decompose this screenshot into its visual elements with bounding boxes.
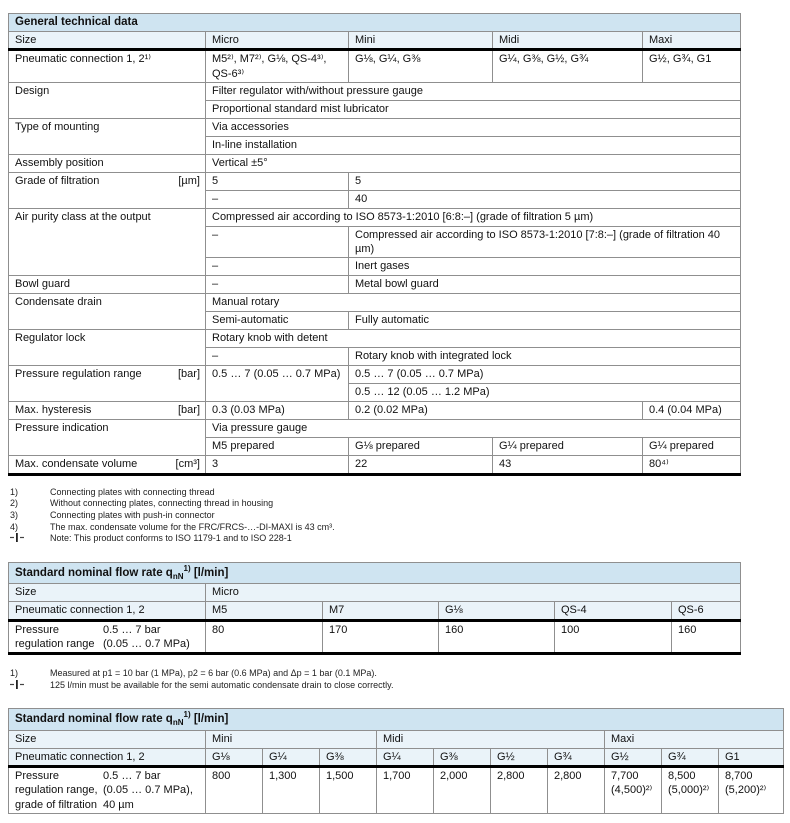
flow-value: 2,800: [497, 770, 525, 783]
note-line: [8, 680, 740, 693]
footnote: [8, 522, 740, 534]
row-unit: [bar]: [177, 404, 200, 417]
flow-value-secondary: (5,000)²⁾: [668, 784, 710, 797]
value-cell: G¼ prepared: [493, 438, 643, 456]
value-cell: Compressed air according to ISO 8573-1:2010 [6:8:–] (grade of filtration 5 µm): [206, 208, 741, 226]
row-label: Air purity class at the output: [9, 208, 206, 276]
value-cell: M5²⁾, M7²⁾, G⅛, QS-4³⁾, QS-6³⁾: [206, 50, 349, 83]
row-label-text: grade of filtration: [15, 798, 97, 811]
table3-connection-row: [9, 748, 784, 766]
flow-value-cell: [662, 767, 719, 814]
flow-value: 1,300: [269, 770, 297, 783]
row-condition-text: 0.5 … 7 bar: [103, 623, 161, 636]
row-label: Pneumatic connection 1, 2: [9, 748, 206, 766]
flow-value-cell: 170: [323, 620, 439, 654]
value-cell: Manual rotary: [206, 294, 741, 312]
value-cell: 3: [206, 456, 349, 474]
size-group-midi: Midi: [377, 730, 605, 748]
row-label: [9, 402, 206, 420]
value-cell: 22: [349, 456, 493, 474]
row-label-text: Max. hysteresis: [15, 404, 92, 417]
col-header-size: Size: [9, 730, 206, 748]
flow-value-cell: 160: [439, 620, 555, 654]
footnote-text: Measured at p1 = 10 bar (1 MPa), p2 = 6 bar (0.6 MPa) and Δp = 1 bar (0.1 MPa).: [50, 668, 377, 679]
value-cell: –: [206, 276, 349, 294]
row-label: Pressure indication: [9, 420, 206, 456]
footnote: [8, 510, 740, 522]
flow-value-cell: [548, 767, 605, 814]
flow-rate-mini-midi-maxi-table: [8, 708, 784, 814]
row-label: [9, 456, 206, 474]
value-cell: 5: [349, 172, 741, 190]
value-cell: Rotary knob with detent: [206, 330, 741, 348]
table-row: [9, 366, 741, 384]
col-header-connection: M7: [323, 602, 439, 620]
value-cell: 0.5 … 7 (0.05 … 0.7 MPa): [206, 366, 349, 402]
flow-value-cell: [434, 767, 491, 814]
col-header-connection: G½: [605, 748, 662, 766]
table-row: [9, 620, 741, 654]
title-text: [l/min]: [190, 566, 229, 579]
value-cell: –: [206, 190, 349, 208]
col-header-connection: G¾: [548, 748, 605, 766]
value-cell: –: [206, 226, 349, 258]
value-cell: 0.5 … 7 (0.05 … 0.7 MPa): [349, 366, 741, 384]
footnote: [8, 498, 740, 510]
value-cell: 80⁴⁾: [643, 456, 741, 474]
col-header-size: Size: [9, 32, 206, 50]
row-label: [9, 172, 206, 208]
col-header-connection: G½: [491, 748, 548, 766]
value-cell: Semi-automatic: [206, 312, 349, 330]
value-cell: Proportional standard mist lubricator: [206, 100, 741, 118]
row-label: Regulator lock: [9, 330, 206, 366]
col-header-connection: M5: [206, 602, 323, 620]
table-row: [9, 82, 741, 100]
footnote-marker: 1): [10, 486, 19, 497]
table3-title-row: [9, 709, 784, 731]
note-icon: [8, 533, 50, 546]
note-text: Note: This product conforms to ISO 1179-1 and to ISO 228-1: [50, 533, 292, 544]
value-cell: 0.4 (0.04 MPa): [643, 402, 741, 420]
col-header-maxi: Maxi: [643, 32, 741, 50]
table-row: [9, 330, 741, 348]
col-header-connection: G⅜: [320, 748, 377, 766]
footnotes-table1: [8, 487, 740, 546]
table-row: [9, 767, 784, 814]
table2-connection-row: [9, 602, 741, 620]
row-label: Condensate drain: [9, 294, 206, 330]
table-row: [9, 208, 741, 226]
footnote-text: Without connecting plates, connecting thread in housing: [50, 498, 274, 509]
flow-value: 7,700: [611, 770, 639, 783]
row-unit: [µm]: [178, 174, 200, 187]
table-row: [9, 294, 741, 312]
flow-value-cell: 160: [672, 620, 741, 654]
row-label: [9, 620, 206, 654]
flow-value-secondary: (4,500)²⁾: [611, 784, 653, 797]
value-cell: 0.5 … 12 (0.05 … 1.2 MPa): [349, 384, 741, 402]
row-condition-text: 40 µm: [103, 798, 134, 811]
col-header-mini: Mini: [349, 32, 493, 50]
row-label: [9, 767, 206, 814]
value-cell: G¼ prepared: [643, 438, 741, 456]
footnote: [8, 487, 740, 499]
col-header-connection: QS-4: [555, 602, 672, 620]
flow-value-secondary: (5,200)²⁾: [725, 784, 767, 797]
flow-value-cell: [605, 767, 662, 814]
col-header-connection: G1: [719, 748, 784, 766]
value-cell: Via accessories: [206, 118, 741, 136]
flow-value-cell: 80: [206, 620, 323, 654]
flow-value-cell: [491, 767, 548, 814]
footnote-marker: 4): [10, 521, 19, 532]
title-superscript: 1): [183, 563, 191, 573]
footnotes-table2: [8, 668, 740, 692]
col-header-connection: G¼: [377, 748, 434, 766]
col-header-connection: G¾: [662, 748, 719, 766]
flow-value-cell: [377, 767, 434, 814]
table-row: [9, 456, 741, 474]
table1-title-row: [9, 14, 741, 32]
table2-title: [9, 562, 741, 584]
row-unit: [bar]: [177, 368, 200, 381]
value-cell: 0.3 (0.03 MPa): [206, 402, 349, 420]
table1-title: General technical data: [9, 14, 741, 32]
table-row: [9, 172, 741, 190]
flow-value: 1,500: [326, 770, 354, 783]
flow-value-cell: [719, 767, 784, 814]
footnote-marker: 3): [10, 509, 19, 520]
footnote-text: Connecting plates with connecting thread: [50, 486, 215, 497]
flow-value-secondary: [212, 783, 258, 797]
table-row: [9, 276, 741, 294]
col-header-connection: G⅛: [439, 602, 555, 620]
general-technical-data-table: [8, 13, 741, 476]
flow-value: 1,700: [383, 770, 411, 783]
value-cell: 43: [493, 456, 643, 474]
row-label-text: Pressure: [15, 770, 60, 783]
row-label-text: regulation range: [15, 637, 95, 650]
size-group-micro: Micro: [206, 584, 741, 602]
col-header-connection: QS-6: [672, 602, 741, 620]
row-label: Assembly position: [9, 154, 206, 172]
footnote-text: Connecting plates with push-in connector: [50, 509, 215, 520]
row-label: [9, 366, 206, 402]
table-row: [9, 420, 741, 438]
value-cell: –: [206, 348, 349, 366]
flow-value-secondary: [554, 783, 600, 797]
note-icon: [8, 680, 50, 693]
table3-size-row: [9, 730, 784, 748]
value-cell: G⅛, G¼, G⅜: [349, 50, 493, 83]
table1-size-header-row: [9, 32, 741, 50]
flow-value: 800: [212, 770, 231, 783]
value-cell: Rotary knob with integrated lock: [349, 348, 741, 366]
size-group-mini: Mini: [206, 730, 377, 748]
value-cell: Metal bowl guard: [349, 276, 741, 294]
flow-value-secondary: [497, 783, 543, 797]
value-cell: 40: [349, 190, 741, 208]
col-header-connection: G¼: [263, 748, 320, 766]
row-label-text: Pressure: [15, 623, 60, 636]
note-text: 125 l/min must be available for the semi automatic condensate drain to close correctly.: [50, 679, 394, 690]
value-cell: Fully automatic: [349, 312, 741, 330]
row-condition-text: 0.5 … 7 bar: [103, 770, 161, 783]
footnote-text: The max. condensate volume for the FRC/FRCS-…-DI-MAXI is 43 cm³.: [50, 521, 335, 532]
value-cell: G½, G¾, G1: [643, 50, 741, 83]
row-label: Bowl guard: [9, 276, 206, 294]
table2-title-row: [9, 562, 741, 584]
note-line: [8, 533, 740, 546]
row-label-text: Max. condensate volume: [15, 458, 138, 471]
row-label: Pneumatic connection 1, 2¹⁾: [9, 50, 206, 83]
flow-value-secondary: [326, 783, 372, 797]
table-row: [9, 402, 741, 420]
col-header-midi: Midi: [493, 32, 643, 50]
row-condition-text: (0.05 … 0.7 MPa): [103, 637, 190, 650]
table-row: [9, 154, 741, 172]
flow-value-cell: [206, 767, 263, 814]
row-condition-text: (0.05 … 0.7 MPa),: [103, 784, 193, 797]
row-label: Design: [9, 82, 206, 118]
flow-value: 8,500: [668, 770, 696, 783]
flow-value: 2,000: [440, 770, 468, 783]
value-cell: Via pressure gauge: [206, 420, 741, 438]
footnote-marker: 1): [10, 668, 19, 679]
row-label: Pneumatic connection 1, 2: [9, 602, 206, 620]
row-label-text: regulation range,: [15, 784, 98, 797]
table3-title: [9, 709, 784, 731]
flow-value-secondary: [440, 783, 486, 797]
title-text: Standard nominal flow rate q: [15, 566, 173, 579]
title-subscript: nN: [172, 571, 184, 581]
value-cell: Inert gases: [349, 258, 741, 276]
value-cell: In-line installation: [206, 136, 741, 154]
row-label-text: Pressure regulation range: [15, 368, 142, 381]
flow-value: 8,700: [725, 770, 753, 783]
table-row: [9, 50, 741, 83]
flow-rate-micro-table: [8, 562, 741, 655]
row-label-text: Grade of filtration: [15, 174, 100, 187]
footnote-marker: 2): [10, 498, 19, 509]
row-label: Type of mounting: [9, 118, 206, 154]
value-cell: Compressed air according to ISO 8573-1:2010 [7:8:–] (grade of filtration 40 µm): [349, 226, 741, 258]
table2-size-row: [9, 584, 741, 602]
col-header-size: Size: [9, 584, 206, 602]
row-unit: [cm³]: [175, 458, 200, 471]
title-text: Standard nominal flow rate q: [15, 713, 173, 726]
size-group-maxi: Maxi: [605, 730, 784, 748]
col-header-connection: G⅛: [206, 748, 263, 766]
flow-value-secondary: [269, 783, 315, 797]
value-cell: 5: [206, 172, 349, 190]
value-cell: Vertical ±5°: [206, 154, 741, 172]
col-header-micro: Micro: [206, 32, 349, 50]
value-cell: M5 prepared: [206, 438, 349, 456]
flow-value-secondary: [383, 783, 429, 797]
value-cell: –: [206, 258, 349, 276]
title-subscript: nN: [172, 718, 184, 728]
flow-value-cell: 100: [555, 620, 672, 654]
flow-value-cell: [263, 767, 320, 814]
flow-value-cell: [320, 767, 377, 814]
value-cell: 0.2 (0.02 MPa): [349, 402, 643, 420]
value-cell: Filter regulator with/without pressure gauge: [206, 82, 741, 100]
footnote: [8, 668, 740, 680]
value-cell: G¼, G⅜, G½, G¾: [493, 50, 643, 83]
title-text: [l/min]: [190, 713, 229, 726]
table-row: [9, 118, 741, 136]
flow-value: 2,800: [554, 770, 582, 783]
col-header-connection: G⅜: [434, 748, 491, 766]
title-superscript: 1): [183, 710, 191, 720]
value-cell: G⅛ prepared: [349, 438, 493, 456]
